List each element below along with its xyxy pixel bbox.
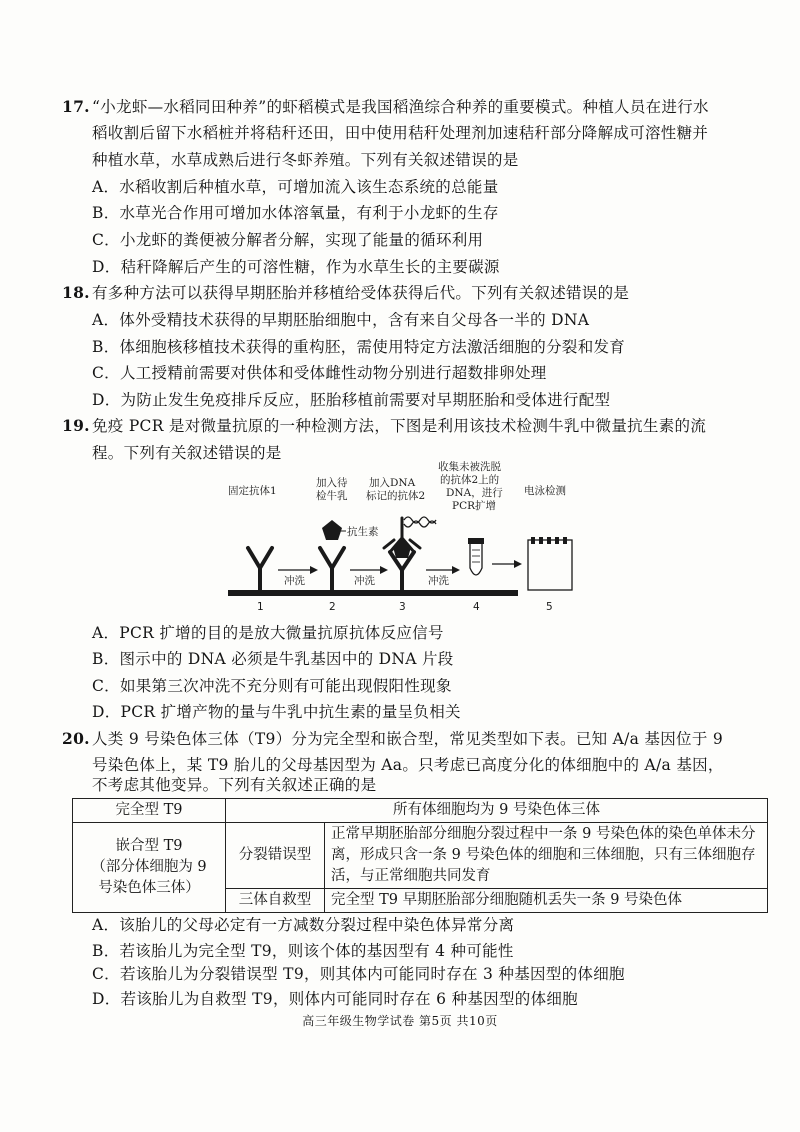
step3-label: 加入DNA — [369, 477, 416, 489]
table-cell: 完全型 T9 早期胚胎部分细胞随机丢失一条 9 号染色体 — [325, 889, 768, 913]
table-row — [73, 799, 768, 823]
page-footer: 高三年级生物学试卷 第5页 共10页 — [302, 1014, 498, 1028]
option-d: D．秸秆降解后产生的可溶性糖，作为水草生长的主要碳源 — [92, 258, 500, 276]
option-d: D．PCR 扩增产物的量与牛乳中抗生素的量呈负相关 — [92, 703, 461, 721]
question-stem: 不考虑其他变异。下列有关叙述正确的是 — [92, 776, 377, 794]
immuno-pcr-diagram — [228, 461, 573, 614]
antibiotic-label: 抗生素 — [347, 526, 379, 538]
table-cell: 完全型 T9 — [73, 799, 226, 823]
option-c: C．若该胎儿为分裂错误型 T9，则其体内可能同时存在 3 种基因型的体细胞 — [92, 965, 625, 983]
option-b: B．体细胞核移植技术获得的重构胚，需使用特定方法激活细胞的分裂和发育 — [92, 338, 626, 356]
question-number: 17. — [62, 97, 90, 116]
step4-label: DNA，进行 — [446, 487, 503, 499]
question-stem: 人类 9 号染色体三体（T9）分为完全型和嵌合型，常见类型如下表。已知 A/a 基因位于 9 — [92, 730, 724, 748]
dna-label-icon — [404, 517, 436, 523]
antibiotic-icon — [322, 520, 342, 540]
step-number: 1 — [257, 601, 264, 613]
option-b: B．水草光合作用可增加水体溶氧量，有利于小龙虾的生存 — [92, 204, 499, 222]
mosaic-type-line: （部分体细胞为 9 — [91, 859, 207, 875]
table-cell: 所有体细胞均为 9 号染色体三体 — [226, 799, 768, 823]
step-number: 4 — [473, 601, 480, 613]
wash-label: 冲洗 — [284, 575, 305, 587]
wash-label: 冲洗 — [428, 575, 449, 587]
option-d: D．若该胎儿为自救型 T9，则体内可能同时存在 6 种基因型的体细胞 — [92, 990, 578, 1008]
question-number: 20. — [62, 729, 90, 748]
step1-label: 固定抗体1 — [228, 485, 277, 497]
step2-label: 检牛乳 — [316, 490, 348, 502]
question-stem: 程。下列有关叙述错误的是 — [92, 444, 282, 462]
step3-label: 标记的抗体2 — [366, 490, 426, 502]
mosaic-type-line: 嵌合型 T9 — [115, 838, 183, 854]
mosaic-type-line: 号染色体三体） — [98, 880, 200, 896]
wash-label: 冲洗 — [354, 575, 375, 587]
table-cell: 正常早期胚胎部分细胞分裂过程中一条 9 号染色体的染色单体未分离，形成只含一条 9 号染色体的细胞和三体细胞，只有三体细胞存活，与正常细胞共同发育 — [325, 823, 768, 889]
wash-arrow-icon — [278, 566, 318, 574]
table-cell: 三体自救型 — [226, 889, 325, 913]
table-cell — [73, 823, 226, 913]
question-stem: 有多种方法可以获得早期胚胎并移植给受体获得后代。下列有关叙述错误的是 — [92, 284, 630, 302]
step-number: 3 — [399, 601, 406, 613]
step2-label: 加入待 — [316, 477, 348, 489]
option-c: C．如果第三次冲洗不充分则有可能出现假阳性现象 — [92, 677, 452, 695]
table-cell: 分裂错误型 — [226, 823, 325, 889]
step4-label: 的抗体2上的 — [440, 474, 500, 486]
step4-label: 收集未被洗脱 — [438, 461, 501, 473]
pcr-tube-icon — [468, 538, 484, 575]
diagram-canvas — [228, 461, 573, 614]
option-d: D．为防止发生免疫排斥反应，胚胎移植前需要对早期胚胎和受体进行配型 — [92, 391, 611, 409]
arrow-icon — [492, 560, 522, 568]
option-a: A．体外受精技术获得的早期胚胎细胞中，含有来自父母各一半的 DNA — [92, 311, 590, 329]
question-number: 18. — [62, 283, 90, 302]
step-number: 2 — [329, 601, 336, 613]
option-a: A．PCR 扩增的目的是放大微量抗原抗体反应信号 — [92, 624, 444, 642]
plate-baseline — [228, 590, 518, 596]
step-number: 5 — [546, 601, 553, 613]
question-stem: 种植水草，水草成熟后进行冬虾养殖。下列有关叙述错误的是 — [92, 151, 519, 169]
antibody-1-icon — [320, 548, 344, 590]
table-row — [73, 823, 768, 889]
question-stem: 免疫 PCR 是对微量抗原的一种检测方法，下图是利用该技术检测牛乳中微量抗生素的流 — [92, 417, 707, 435]
option-a: A．该胎儿的父母必定有一方减数分裂过程中染色体异常分离 — [92, 916, 515, 934]
option-c: C．小龙虾的粪便被分解者分解，实现了能量的循环利用 — [92, 231, 484, 249]
question-stem: 号染色体上，某 T9 胎儿的父母基因型为 Aa。只考虑已高度分化的体细胞中的 A/a 基因， — [92, 756, 724, 774]
question-stem: “小龙虾—水稻同田种养”的虾稻模式是我国稻渔综合种养的重要模式。种植人员在进行水 — [92, 98, 709, 116]
option-b: B．图示中的 DNA 必须是牛乳基因中的 DNA 片段 — [92, 650, 454, 668]
question-number: 19. — [62, 416, 90, 435]
antibody-1-icon — [248, 548, 272, 590]
electrophoresis-gel-icon — [528, 537, 572, 590]
option-c: C．人工授精前需要对供体和受体雌性动物分别进行超数排卵处理 — [92, 364, 547, 382]
option-b: B．若该胎儿为完全型 T9，则该个体的基因型有 4 种可能性 — [92, 942, 514, 960]
wash-arrow-icon — [426, 566, 460, 574]
antibiotic-icon — [393, 540, 411, 558]
t9-types-table — [72, 798, 768, 913]
step4-label: PCR扩增 — [452, 500, 497, 512]
question-stem: 稻收割后留下水稻桩并将秸秆还田，田中使用秸秆处理剂加速秸秆部分降解成可溶性糖并 — [92, 124, 709, 142]
step5-label: 电泳检测 — [524, 485, 566, 497]
wash-arrow-icon — [350, 566, 388, 574]
option-a: A．水稻收割后种植水草，可增加流入该生态系统的总能量 — [92, 178, 499, 196]
